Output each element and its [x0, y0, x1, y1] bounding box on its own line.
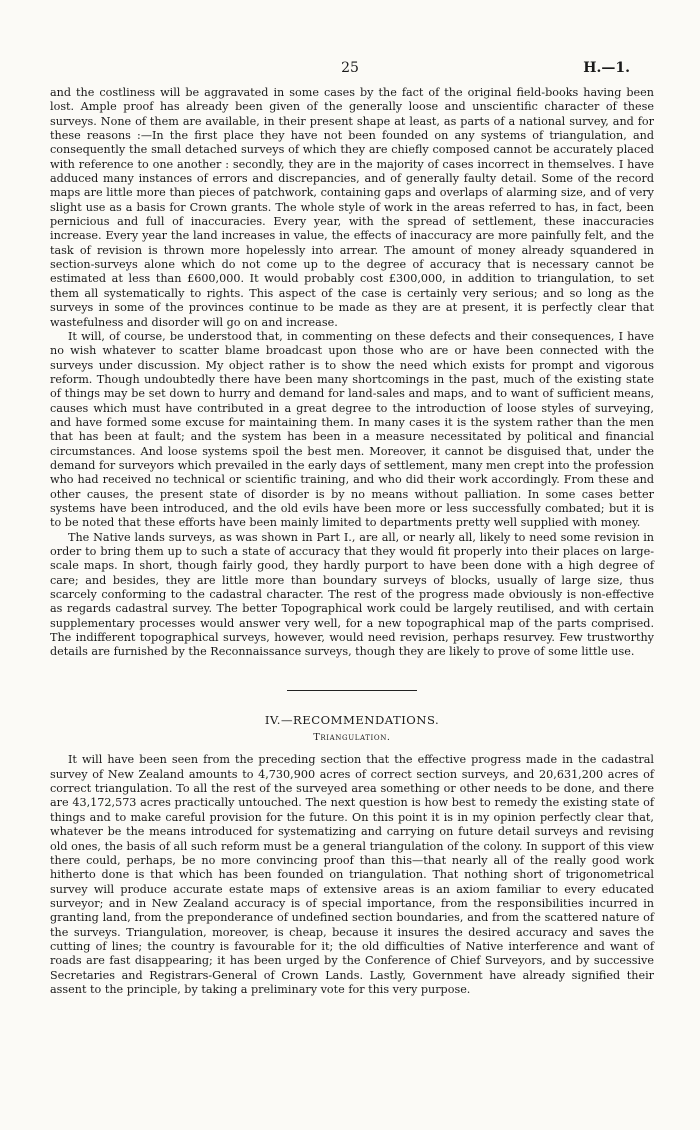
- document-reference: H.—1.: [583, 60, 630, 76]
- paragraph-native-lands: The Native lands surveys, as was shown in Part I., are all, or nearly all, likely to need some revision in order to bring them up to such a state of accuracy that they would fit properly into their places on large-scale maps. In short, though fairly good, they hardly purport to have been done with a high degree of care; and besides, they are little more than boundary surveys of blocks, usually of large size, thus scarcely conforming to the cadastral character. The rest of the progress made obviously is non-effective as regards cadastral survey. The better Topographical work could be largely reutilised, and with certain supplementary processes would answer very well, for a new topographical map of the parts comprised. The indifferent topographical surveys, however, would need revision, perhaps resurvey. Few trustworthy details are furnished by the Reconnaissance surveys, though they are likely to prove of some little use.: [50, 530, 654, 659]
- paragraph-defects: It will, of course, be understood that, in commenting on these defects and their consequences, I have no wish whatever to scatter blame broadcast upon those who are or have been connected with the surveys under discussion. My object rather is to show the need which exists for prompt and vigorous reform. Though undoubtedly there have been many shortcomings in the past, much of the existing state of things may be set down to hurry and demand for land-sales and maps, and to want of sufficient means, causes which must have contributed in a great degree to the introduction of loose styles of surveying, and have formed some excuse for maintaining them. In many cases it is the system rather than the men that has been at fault; and the system has been in a measure necessitated by political and financial circumstances. And loose systems spoil the best men. Moreover, it cannot be disguised that, under the demand for surveyors which prevailed in the early days of settlement, many men crept into the profession who had received no technical or scientific training, and who did their work accordingly. From these and other causes, the present state of disorder is by no means without palliation. In some cases better systems have been introduced, and the old evils have been more or less successfully combated; but it is to be noted that these efforts have been mainly limited to departments pretty well supplied with money.: [50, 329, 654, 530]
- body-text: [50, 86, 654, 997]
- section-divider: [287, 690, 417, 691]
- paragraph-triangulation: It will have been seen from the preceding section that the effective progress made in the cadastral survey of New Zealand amounts to 4,730,900 acres of correct section surveys, and 20,631,200 acres of correct triangulation. To all the rest of the surveyed area something or other needs to be done, and there are 43,172,573 acres practically untouched. The next question is how best to remedy the existing state of things and to make careful provision for the future. On this point it is in my opinion perfectly clear that, whatever be the means introduced for systematizing and carrying on future detail surveys and revising old ones, the basis of all such reform must be a general triangulation of the colony. In support of this view there could, perhaps, be no more convincing proof than this—that nearly all of the really good work hitherto done is that which has been founded on triangulation. That nothing short of trigonometrical survey will produce accurate estate maps of extensive areas is an axiom familiar to every educated surveyor; and in New Zealand accuracy is of special importance, from the responsibilities incurred in granting land, from the preponderance of undefined section boundaries, and from the scattered nature of the surveys. Triangulation, moreover, is cheap, because it insures the desired accuracy and saves the cutting of lines; the country is favourable for it; the old difficulties of Native interference and want of roads are fast disappearing; it has been urged by the Conference of Chief Surveyors, and by successive Secretaries and Registrars-General of Crown Lands. Lastly, Government have already signified their assent to the principle, by taking a preliminary vote for this very purpose.: [50, 753, 654, 996]
- section-heading: IV.—RECOMMENDATIONS.: [264, 712, 440, 727]
- section-subheading: Triangulation.: [313, 732, 391, 744]
- paragraph-continuation: and the costliness will be aggravated in some cases by the fact of the original field-books having been lost. Ample proof has already been given of the generally loose and unscientific character of these surveys. None of them are available, in their present shape at least, as parts of a national survey, and for these reasons :—In the first place they have not been founded on any systems of triangulation, and consequently the small detached surveys of which they are chiefly composed cannot be accurately placed with reference to one another : secondly, they are in the majority of cases incorrect in themselves. I have adduced many instances of errors and discrepancies, and of generally faulty detail. Some of the record maps are little more than pieces of patchwork, containing gaps and overlaps of alarming size, and of very slight use as a basis for Crown grants. The whole style of work in the areas referred to has, in fact, been pernicious and full of inaccuracies. Every year, with the spread of settlement, these inaccuracies increase. Every year the land increases in value, the effects of inaccuracy are more painfully felt, and the task of revision is thrown more hopelessly into arrear. The amount of money already squandered in section-surveys alone which do not come up to the degree of accuracy that is necessary cannot be estimated at less than £600,000. It would probably cost £300,000, in addition to triangulation, to set them all systematically to rights. This aspect of the case is certainly very serious; and so long as the surveys in some of the provinces continue to be made as they are at present, it is perfectly clear that wastefulness and disorder will go on and increase.: [50, 86, 654, 329]
- page-number: 25: [341, 60, 359, 76]
